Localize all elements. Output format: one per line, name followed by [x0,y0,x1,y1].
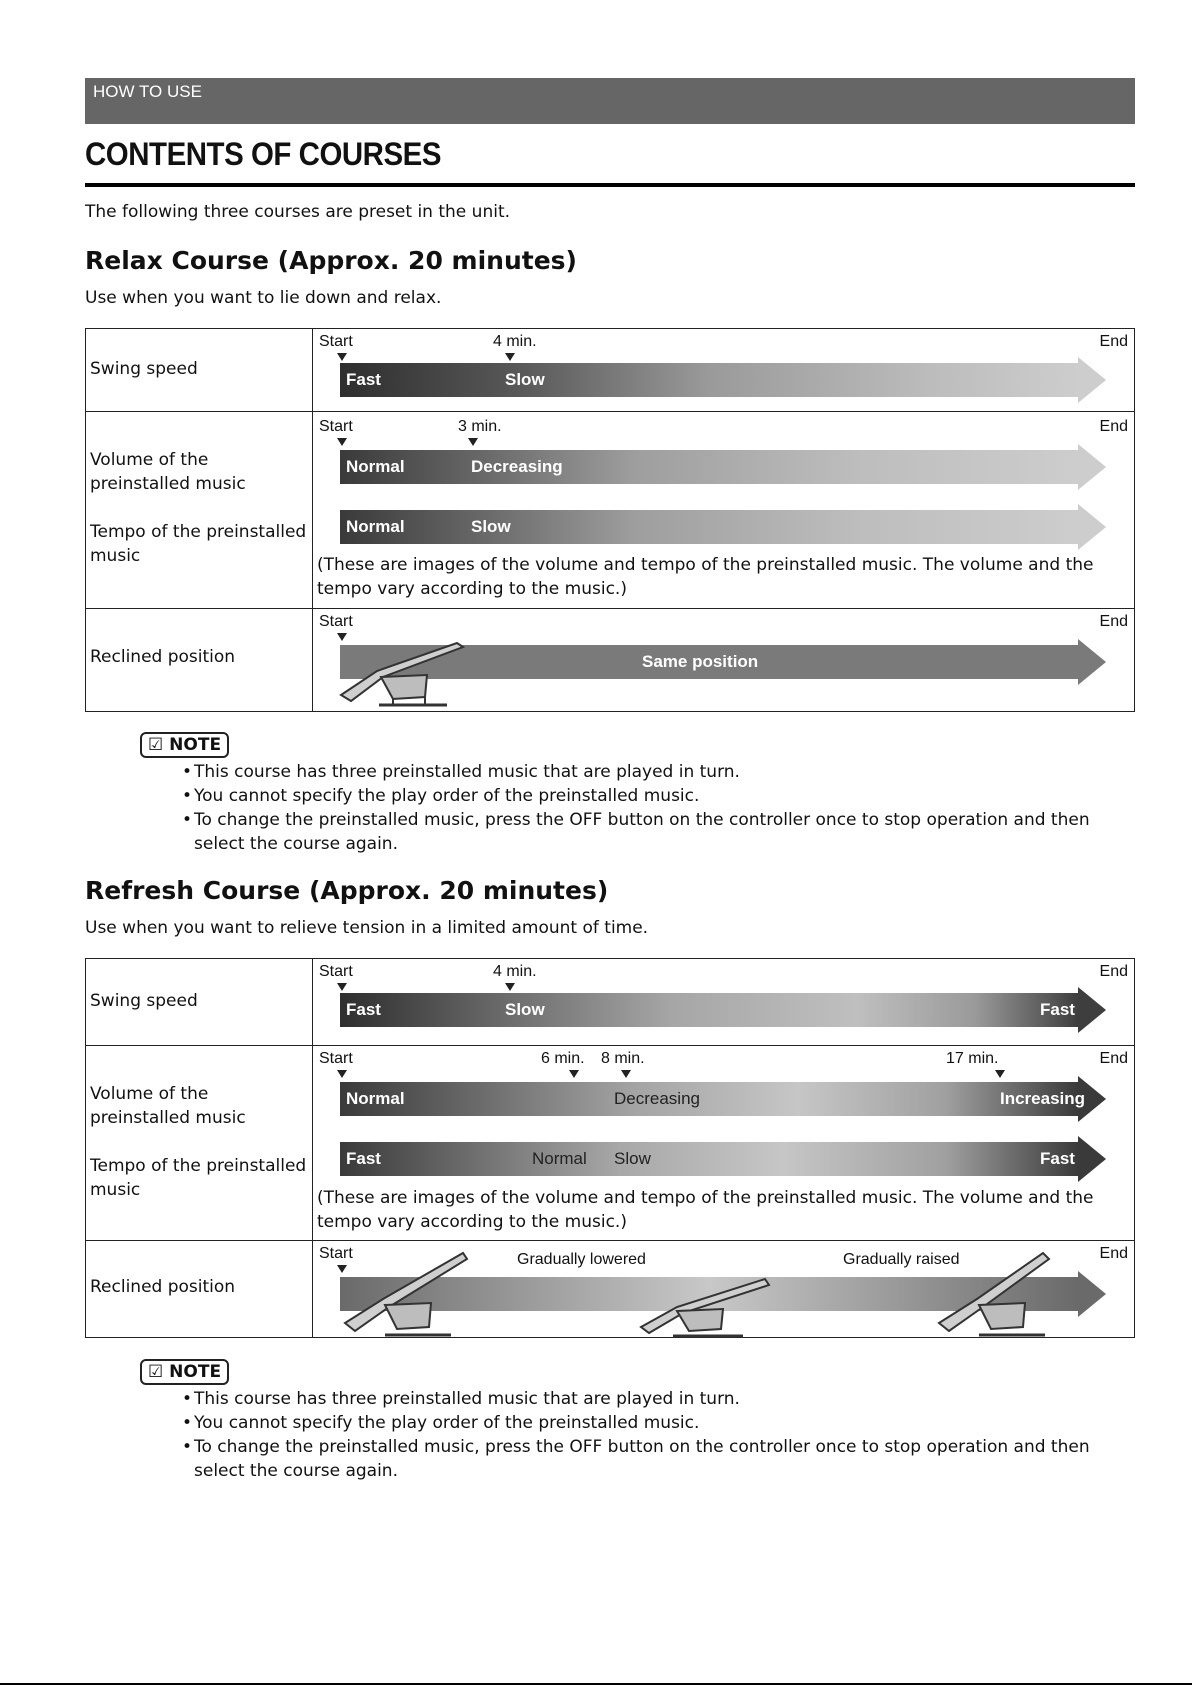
bar-label-slow: Slow [614,1149,651,1168]
bar-label-normal: Normal [532,1149,587,1168]
refresh-swing-label-cell [86,959,313,1046]
bar-label-slow: Slow [505,1000,545,1019]
bar-label-fast: Fast [1040,1000,1075,1019]
relax-swing-label: Swing speed [90,359,198,379]
marker-end: End [1099,333,1128,350]
note-checkbox-icon: ☑ [148,1362,164,1382]
relax-volume-label: Volume of the preinstalled music [90,450,246,494]
label-gradually-raised: Gradually raised [843,1251,960,1268]
refresh-tempo-bar [340,1142,1106,1176]
refresh-reclined-label: Reclined position [90,1277,236,1297]
refresh-heading: Refresh Course (Approx. 20 minutes) [85,876,609,905]
refresh-volume-bar [340,1082,1106,1116]
relax-heading: Relax Course (Approx. 20 minutes) [85,246,577,275]
bar-label-normal: Normal [346,457,405,476]
bar-label-normal: Normal [346,517,405,536]
relax-tempo-bar [340,510,1106,544]
refresh-swing-timeline [313,959,1135,1046]
refresh-reclined-timeline [313,1241,1135,1338]
marker-start: Start [319,1245,353,1262]
refresh-description: Use when you want to relieve tension in a limited amount of time. [85,918,649,938]
marker-8min-icon [621,1070,631,1078]
marker-end: End [1099,1050,1128,1067]
marker-start-icon [337,353,347,361]
note-item: • This course has three preinstalled music that are played in turn. [182,760,1127,784]
relax-swing-timeline [313,329,1135,412]
relax-reclined-label-cell [86,609,313,712]
marker-start: Start [319,613,353,630]
bar-label-slow: Slow [471,517,511,536]
relax-notes [182,760,1127,856]
note-item: • You cannot specify the play order of the preinstalled music. [182,1411,1127,1435]
note-label: NOTE [169,1362,222,1382]
marker-6min: 6 min. [541,1050,585,1067]
label-gradually-lowered: Gradually lowered [517,1251,646,1268]
relax-music-timeline [313,412,1135,609]
refresh-music-caption: (These are images of the volume and tempo of the preinstalled music. The volume and the tempo vary according to the music.) [317,1188,1094,1232]
marker-4min: 4 min. [493,963,537,980]
relax-reclined-timeline [313,609,1135,712]
bar-label-slow: Slow [505,370,545,389]
note-item: • To change the preinstalled music, press the OFF button on the controller once to stop operation and then select the course again. [182,1435,1127,1483]
marker-4min-icon [505,983,515,991]
marker-start: Start [319,418,353,435]
marker-start-icon [337,438,347,446]
relax-volume-bar [340,450,1106,484]
marker-start: Start [319,1050,353,1067]
relax-tempo-label: Tempo of the preinstalled music [90,522,307,566]
refresh-table [85,958,1135,1338]
bar-label-fast: Fast [1040,1149,1075,1168]
relax-note-badge [140,732,229,758]
refresh-swing-bar [340,993,1106,1027]
section-band [85,78,1135,124]
refresh-reclined-label-cell [86,1241,313,1338]
refresh-music-timeline [313,1046,1135,1241]
relax-music-label-cell [86,412,313,609]
marker-4min-icon [505,353,515,361]
bar-label-fast: Fast [346,1149,381,1168]
refresh-music-label-cell [86,1046,313,1241]
marker-3min-icon [468,438,478,446]
upright-chair-icon [339,1249,469,1339]
relax-reclined-label: Reclined position [90,647,236,667]
refresh-note-badge [140,1359,229,1385]
note-item: • You cannot specify the play order of the preinstalled music. [182,784,1127,808]
note-item: • This course has three preinstalled music that are played in turn. [182,1387,1127,1411]
marker-17min: 17 min. [946,1050,999,1067]
relax-swing-label-cell [86,329,313,412]
section-band-label: HOW TO USE [93,82,202,101]
raised-chair-icon [933,1249,1063,1339]
relax-music-caption: (These are images of the volume and tempo of the preinstalled music. The volume and the tempo vary according to the music.) [317,555,1094,599]
note-label: NOTE [169,735,222,755]
bar-label-increasing: Increasing [1000,1089,1086,1108]
bar-label-fast: Fast [346,1000,381,1019]
reclined-chair-icon [337,637,477,709]
relax-table [85,328,1135,712]
page-title: CONTENTS OF COURSES [85,136,442,172]
bar-label-decreasing: Decreasing [471,457,563,476]
note-item: • To change the preinstalled music, press the OFF button on the controller once to stop operation and then select the course again. [182,808,1127,856]
marker-end: End [1099,613,1128,630]
marker-start: Start [319,333,353,350]
marker-4min: 4 min. [493,333,537,350]
refresh-volume-label: Volume of the preinstalled music [90,1084,246,1128]
bar-label-same-position: Same position [642,652,759,671]
note-checkbox-icon: ☑ [148,735,164,755]
intro-text: The following three courses are preset in the unit. [85,202,511,222]
relax-swing-bar [340,363,1106,397]
bar-label-normal: Normal [346,1089,405,1108]
bar-label-decreasing: Decreasing [614,1089,700,1108]
marker-start-icon [337,983,347,991]
marker-6min-icon [569,1070,579,1078]
marker-start-icon [337,1070,347,1078]
lowered-chair-icon [637,1271,777,1339]
marker-8min: 8 min. [601,1050,645,1067]
marker-start: Start [319,963,353,980]
refresh-swing-label: Swing speed [90,991,198,1011]
marker-end: End [1099,963,1128,980]
title-rule [85,183,1135,187]
relax-description: Use when you want to lie down and relax. [85,288,442,308]
refresh-tempo-label: Tempo of the preinstalled music [90,1156,307,1200]
marker-end: End [1099,1245,1128,1262]
refresh-notes [182,1387,1127,1483]
marker-17min-icon [995,1070,1005,1078]
bar-label-fast: Fast [346,370,381,389]
marker-end: End [1099,418,1128,435]
marker-3min: 3 min. [458,418,502,435]
